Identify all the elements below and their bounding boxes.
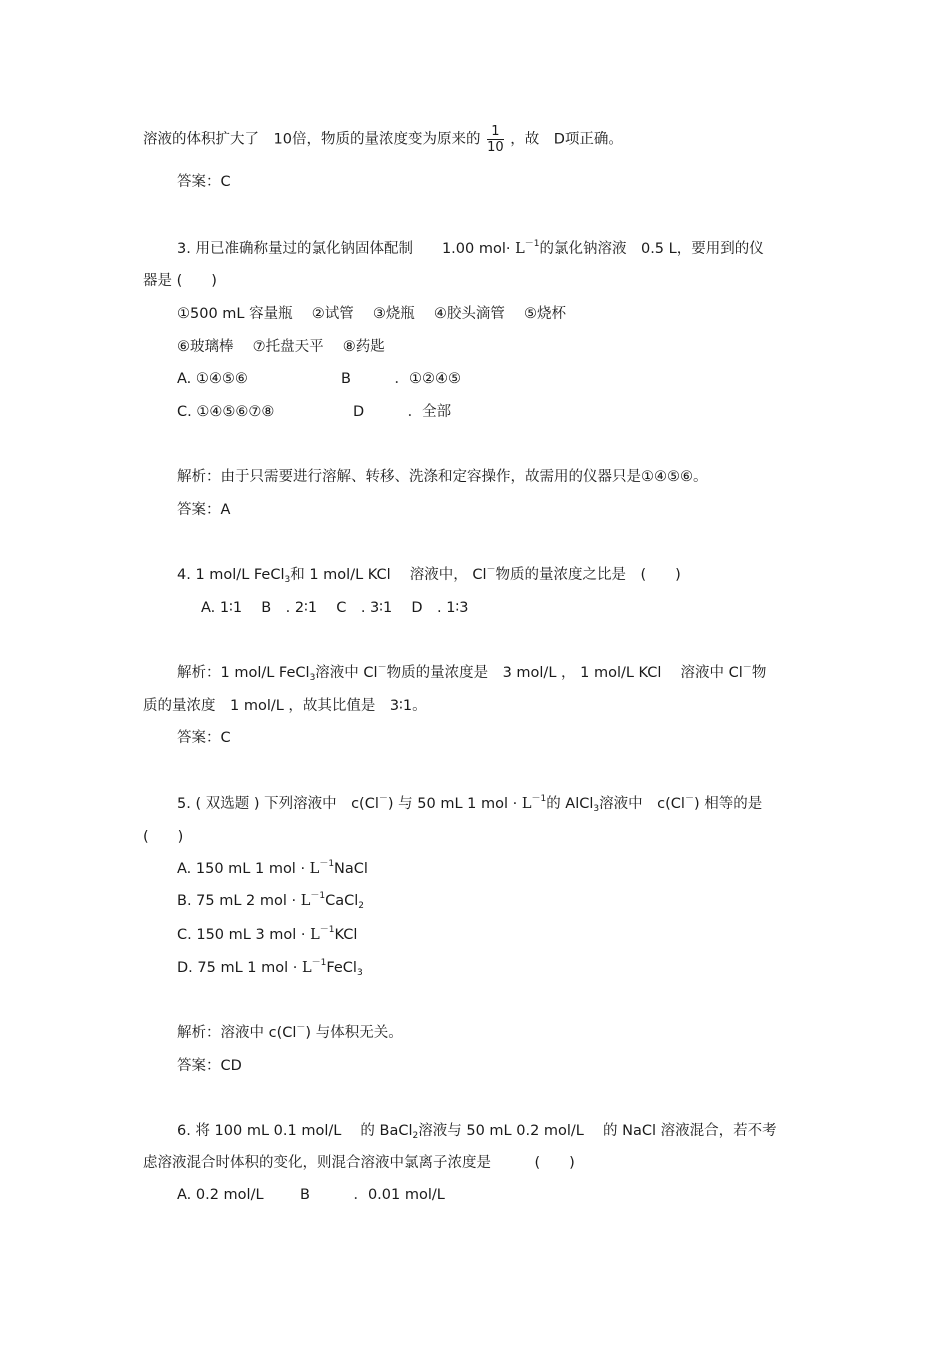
superscript: － — [296, 1023, 306, 1033]
question-6-stem — [177, 1122, 777, 1140]
unit-l: L — [301, 960, 312, 976]
superscript: － — [486, 565, 496, 575]
question-4-stem — [177, 566, 681, 584]
text: 解析：1 mol/L FeCl — [177, 665, 310, 681]
analysis-continuation — [143, 124, 623, 155]
unit-l: L — [310, 927, 320, 943]
text: NaCl — [334, 861, 368, 877]
text: ) 与 50 mL 1 mol · — [387, 796, 518, 812]
subscript: 3 — [309, 673, 316, 683]
subscript: 3 — [593, 804, 600, 814]
question-5-option-a — [177, 860, 368, 878]
text: 5. ( 双选题 ) 下列溶液中 c(Cl — [177, 796, 379, 812]
text: CaCl — [325, 893, 359, 909]
text: KCl — [334, 927, 358, 943]
question-3-option-a: A. ①④⑤⑥ — [177, 371, 248, 387]
text: 的 AlCl — [546, 796, 594, 812]
text: 物 — [751, 665, 767, 681]
unit-l: L — [521, 796, 532, 812]
question-3-option-b: B ．①②④⑤ — [341, 371, 461, 387]
question-3-analysis: 解析：由于只需要进行溶解、转移、洗涤和定容操作，故需用的仪器只是①④⑤⑥。 — [177, 469, 708, 485]
question-6-option-b: B ．0.01 mol/L — [300, 1187, 445, 1203]
superscript: －1 — [319, 859, 335, 869]
question-4-options: A. 1∶1 B . 2∶1 C . 3∶1 D . 1∶3 — [201, 600, 469, 616]
text: 解析：溶液中 c(Cl — [177, 1025, 297, 1041]
text: B. 75 mL 2 mol · — [177, 893, 297, 909]
superscript: － — [377, 663, 387, 673]
text: FeCl — [326, 960, 357, 976]
superscript: －1 — [311, 958, 327, 968]
question-6-stem-line2: 虑溶液混合时体积的变化，则混合溶液中氯离子浓度是 ( ) — [143, 1155, 575, 1171]
question-3-items-2: ⑥玻璃棒 ⑦托盘天平 ⑧药匙 — [177, 339, 385, 355]
superscript: － — [378, 794, 388, 804]
question-5-answer: 答案：CD — [177, 1058, 242, 1074]
subscript: 2 — [412, 1131, 419, 1141]
subscript: 2 — [358, 901, 365, 911]
question-3-option-c: C. ①④⑤⑥⑦⑧ — [177, 404, 275, 420]
text: 物质的量浓度是 3 mol/L ， 1 mol/L KCl 溶液中 Cl — [386, 665, 743, 681]
text: ) 与体积无关。 — [305, 1025, 403, 1041]
fraction — [487, 124, 504, 155]
answer-2: 答案：C — [177, 174, 231, 190]
superscript: － — [742, 663, 752, 673]
superscript: －1 — [524, 239, 540, 249]
question-3-items-1: ①500 mL 容量瓶 ②试管 ③烧瓶 ④胶头滴管 ⑤烧杯 — [177, 306, 567, 322]
text: 4. 1 mol/L FeCl — [177, 567, 285, 583]
text: C. 150 mL 3 mol · — [177, 927, 306, 943]
question-3-stem — [177, 240, 764, 258]
text: ，故 D项正确。 — [510, 131, 623, 148]
subscript: 3 — [284, 575, 291, 585]
text: 和 1 mol/L KCl 溶液中， Cl — [290, 567, 487, 583]
unit-l: L — [300, 893, 311, 909]
question-4-answer: 答案：C — [177, 730, 231, 746]
fraction-denominator: 10 — [487, 140, 504, 155]
question-4-analysis — [177, 664, 766, 682]
question-5-option-c — [177, 926, 357, 944]
question-5-option-b — [177, 892, 364, 910]
superscript: －1 — [531, 794, 547, 804]
question-3-option-d: D ．全部 — [353, 404, 452, 420]
superscript: － — [684, 794, 694, 804]
text: 物质的量浓度之比是 ( ) — [495, 567, 681, 583]
question-6-option-a: A. 0.2 mol/L — [177, 1187, 264, 1203]
question-5-option-d — [177, 959, 363, 977]
question-4-analysis-line2: 质的量浓度 1 mol/L ，故其比值是 3∶1。 — [143, 698, 427, 714]
fraction-numerator: 1 — [487, 124, 504, 140]
text: 的氯化钠溶液 0.5 L，要用到的仪 — [539, 241, 764, 257]
text: 溶液与 50 mL 0.2 mol/L 的 NaCl 溶液混合，若不考 — [418, 1123, 777, 1139]
question-3-answer: 答案：A — [177, 502, 231, 518]
subscript: 3 — [356, 968, 363, 978]
text: 溶液中 c(Cl — [599, 796, 685, 812]
question-5-stem-line2: ( ) — [143, 829, 184, 845]
superscript: －1 — [310, 891, 326, 901]
text: D. 75 mL 1 mol · — [177, 960, 298, 976]
superscript: －1 — [319, 925, 335, 935]
question-5-analysis — [177, 1024, 403, 1042]
text: 溶液中 Cl — [315, 665, 378, 681]
text: 溶液的体积扩大了 10倍，物质的量浓度变为原来的 — [143, 131, 481, 148]
question-5-stem — [177, 795, 762, 813]
unit-l: L — [515, 241, 525, 257]
text: A. 150 mL 1 mol · — [177, 861, 306, 877]
text: ) 相等的是 — [693, 796, 763, 812]
question-3-stem-line2: 器是 ( ) — [143, 273, 217, 289]
text: 6. 将 100 mL 0.1 mol/L 的 BaCl — [177, 1123, 413, 1139]
text: 3. 用已准确称量过的氯化钠固体配制 1.00 mol· — [177, 241, 511, 257]
unit-l: L — [309, 861, 320, 877]
